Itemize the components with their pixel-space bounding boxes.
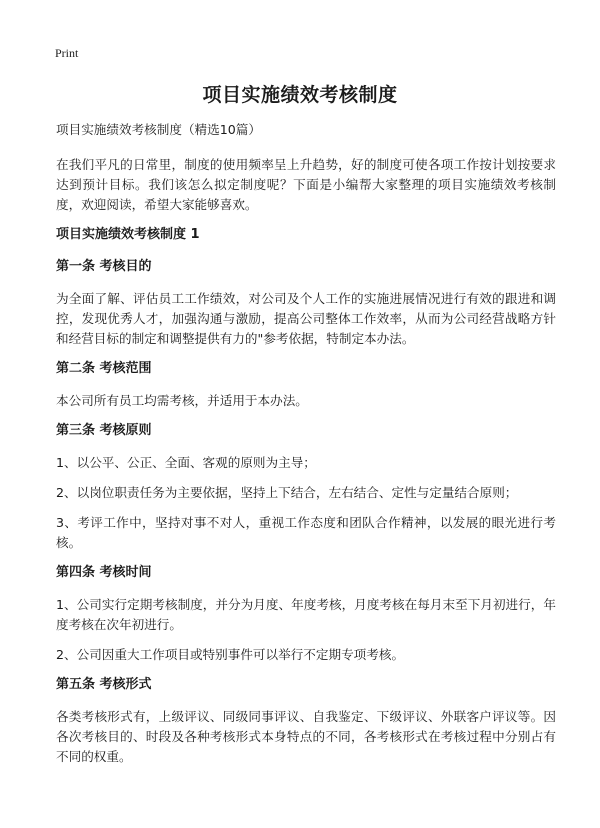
paragraph-timing-2: 2、公司因重大工作项目或特别事件可以举行不定期专项考核。 [56, 647, 405, 662]
section-heading-article-title: 项目实施绩效考核制度 1 [56, 227, 200, 242]
paragraph-scope: 本公司所有员工均需考核，并适用于本办法。 [56, 393, 308, 408]
paragraph-timing-1: 1、公司实行定期考核制度，并分为月度、年度考核，月度考核在每月末至下月初进行，年度考核在次年初进行。 [56, 597, 556, 632]
section-heading-principles: 第三条 考核原则 [56, 423, 152, 438]
section-heading-timing: 第四条 考核时间 [56, 565, 152, 580]
paragraph-purpose: 为全面了解、评估员工工作绩效，对公司及个人工作的实施进展情况进行有效的跟进和调控，发现优秀人才，加强沟通与激励，提高公司整体工作效率，从而为公司经营战略方针和经营目标的制定和调整提供有力的"参考依据，特制定本办法。 [56, 291, 556, 346]
print-link[interactable]: Print [55, 46, 79, 60]
paragraph-principle-2: 2、以岗位职责任务为主要依据，坚持上下结合，左右结合、定性与定量结合原则； [56, 485, 518, 500]
paragraph-principle-3: 3、考评工作中，坚持对事不对人，重视工作态度和团队合作精神，以发展的眼光进行考核。 [56, 515, 556, 550]
document-subtitle: 项目实施绩效考核制度（精选10篇） [56, 122, 261, 137]
document-body [56, 120, 556, 777]
intro-paragraph: 在我们平凡的日常里，制度的使用频率呈上升趋势，好的制度可使各项工作按计划按要求达到预计目标。我们该怎么拟定制度呢？下面是小编帮大家整理的项目实施绩效考核制度，欢迎阅读，希望大家能够喜欢。 [56, 157, 556, 212]
section-heading-purpose: 第一条 考核目的 [56, 259, 152, 274]
paragraph-forms: 各类考核形式有，上级评议、同级同事评议、自我鉴定、下级评议、外联客户评议等。因各次考核目的、时段及各种考核形式本身特点的不同，各考核形式在考核过程中分别占有不同的权重。 [56, 709, 556, 764]
paragraph-principle-1: 1、以公平、公正、全面、客观的原则为主导； [56, 455, 316, 470]
section-heading-scope: 第二条 考核范围 [56, 361, 152, 376]
section-heading-forms: 第五条 考核形式 [56, 677, 152, 692]
page-title: 项目实施绩效考核制度 [202, 84, 398, 106]
